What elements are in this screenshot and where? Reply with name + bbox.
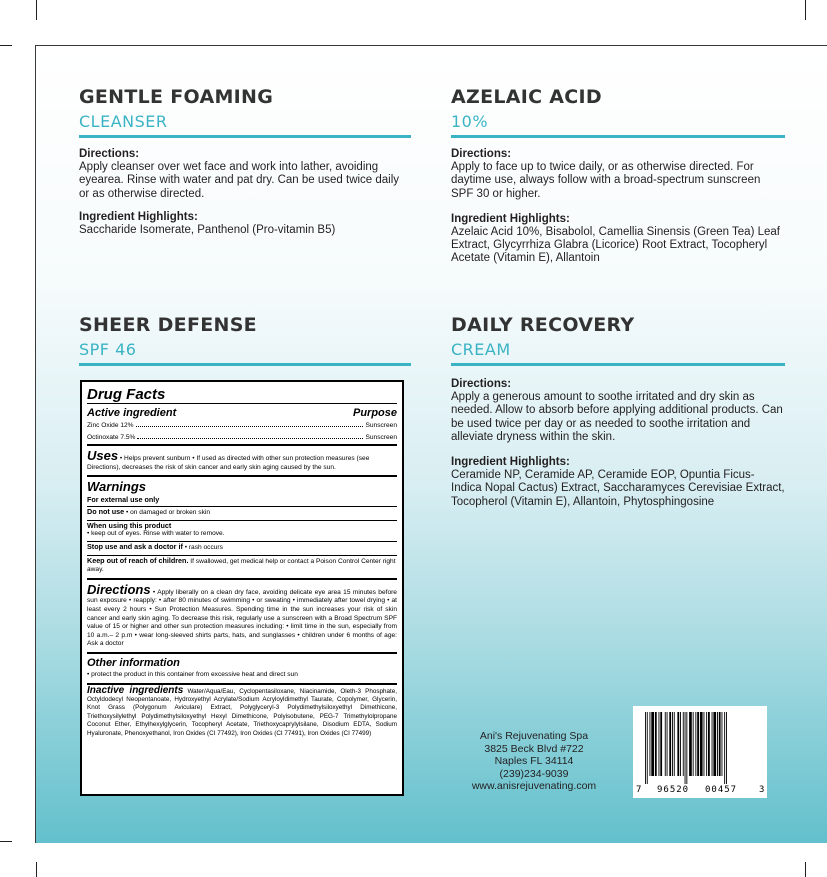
when-using-heading: When using this product: [87, 520, 172, 530]
barcode-bar: [695, 712, 696, 776]
purpose-heading: Purpose: [352, 407, 397, 419]
cleanser-ingredients-heading: Ingredient Highlights:: [79, 210, 198, 223]
barcode-bar: [686, 712, 687, 784]
active-row: [87, 433, 397, 442]
barcode-right-digits: 00457: [705, 785, 738, 795]
barcode-bar: [693, 712, 694, 776]
recovery-ingredients: Ceramide NP, Ceramide AP, Ceramide EOP, Opuntia Ficus-Indica Nopal Cactus) Extract, Saccharamyces Cerevisiae Extract, Tocopherol (Vitamin E), Allantoin, Phytosphingosine: [451, 469, 785, 508]
cleanser-subtitle: CLEANSER: [79, 112, 168, 131]
company-address: [454, 730, 614, 793]
barcode-bar: [724, 712, 725, 784]
cleanser-rule: [79, 135, 411, 138]
azelaic-subtitle: 10%: [451, 112, 489, 131]
cleanser-directions: Apply cleanser over wet face and work into lather, avoiding eyearea. Rinse with water and pat dry. Can be used twice daily or as otherwise directed.: [79, 161, 400, 200]
crop-mark-left-bottom: [0, 841, 12, 842]
barcode-bar: [680, 712, 681, 776]
cleanser-section: [79, 86, 411, 237]
barcode-bar: [651, 712, 654, 776]
active-purpose: Sunscreen: [365, 422, 397, 429]
barcode-bar: [697, 712, 699, 776]
crop-mark-top-right: [805, 0, 806, 20]
cleanser-directions-heading: Directions:: [79, 148, 140, 160]
barcode-bar: [689, 712, 692, 776]
crop-mark-left-top: [0, 45, 12, 46]
inactive-block: [87, 685, 397, 740]
active-row: [87, 421, 397, 430]
barcode-bars: [645, 712, 757, 784]
company-city: Naples FL 34114: [494, 755, 574, 767]
company-street: 3825 Beck Blvd #722: [484, 742, 584, 755]
barcode-bar: [660, 712, 662, 776]
barcode-bar: [700, 712, 703, 776]
sheer-subtitle: SPF 46: [79, 340, 137, 359]
barcode-bar: [726, 712, 727, 784]
company-website: www.anisrejuvenating.com: [471, 780, 597, 792]
stop-use-text: • rash occurs: [184, 543, 223, 551]
barcode-bar: [719, 712, 721, 776]
inactive-heading: Inactive ingredients: [87, 684, 184, 696]
keep-out-heading: Keep out of reach of children.: [87, 555, 189, 565]
sheer-section: [79, 314, 411, 366]
external-use: For external use only: [87, 494, 397, 507]
warnings-block: [87, 477, 397, 580]
drug-facts-header: [87, 382, 397, 446]
barcode-bar: [713, 712, 716, 776]
directions-heading: Directions: [87, 581, 151, 597]
crop-mark-bottom-left: [36, 862, 37, 877]
other-info-heading: Other information: [87, 656, 180, 669]
barcode-bar: [655, 712, 657, 776]
barcode-bar: [683, 712, 684, 776]
uses-text: • Helps prevent sunburn • If used as directed with other sun protection measures (see Directions), decreases the risk of skin cancer and early skin aging caused by the sun.: [87, 455, 370, 471]
barcode-bar: [647, 712, 648, 784]
other-info-text: • protect the product in this container from excessive heat and direct sun: [87, 670, 298, 678]
azelaic-directions-heading: Directions:: [451, 148, 512, 160]
barcode-bar: [704, 712, 705, 776]
barcode-bar: [659, 712, 660, 776]
barcode-bar: [712, 712, 713, 776]
active-name: Zinc Oxide 12%: [87, 422, 134, 429]
company-name: Ani's Rejuvenating Spa: [479, 730, 589, 742]
barcode-bar: [685, 712, 686, 784]
azelaic-directions: Apply to face up to twice daily, or as otherwise directed. For daytime use, always follow with a broad-spectrum sunscreen SPF 30 or higher.: [451, 161, 761, 200]
barcode-bar: [706, 712, 707, 776]
cleanser-title: GENTLE FOAMING: [79, 86, 274, 108]
uses-block: [87, 446, 397, 477]
inactive-text: Water/Aqua/Eau, Cyclopentasiloxane, Niacinamide, Oleth-3 Phosphate, Octyldodecyl Neopentanoate, Hydroxyethyl Acrylate/Sodium Acryloyldimethyl Taurate, Copolymer, Glycerin, Knot Grass (Polygonum Aviculare) Extract, Polyglyceryl-3 Polydimethylsiloxyethyl Dimethicone, Triethoxysilylethyl Polydimethylsiloxyethyl Hexyl Dimethicone, Polyisobutene, PEG-7 Trimethylolpropane Coconut Ether, Ethylhexylglycerin, Tocopheryl Acetate, Triethoxycaprylylsilane, Disodium EDTA, Sodium Hyaluronate, Phenoxyethanol, Iron Oxides (CI 77492), Iron Oxides (CI 77491), Iron Oxides (CI 77499): [87, 687, 397, 737]
azelaic-ingredients: Azelaic Acid 10%, Bisabolol, Camellia Sinensis (Green Tea) Leaf Extract, Glycyrrhiza Glabra (Licorice) Root Extract, Tocopheryl Acetate (Vitamin E), Allantoin: [451, 225, 780, 265]
cleanser-ingredients: Saccharide Isomerate, Panthenol (Pro-vitamin B5): [79, 223, 336, 236]
when-using-text: • keep out of eyes. Rinse with water to remove.: [87, 530, 225, 538]
recovery-ingredients-heading: Ingredient Highlights:: [451, 456, 570, 469]
keep-out-text: If swallowed, get medical help or contact a Poison Control Center right away.: [87, 557, 396, 574]
drug-facts-title: Drug Facts: [87, 386, 397, 404]
recovery-title: DAILY RECOVERY: [451, 314, 635, 336]
azelaic-rule: [451, 135, 785, 138]
dot-leader: [137, 433, 363, 439]
barcode-bar: [674, 712, 675, 776]
barcode-bar: [722, 712, 723, 776]
azelaic-title: AZELAIC ACID: [451, 86, 602, 108]
active-name: Octinoxate 7.5%: [87, 434, 136, 441]
azelaic-ingredients-heading: Ingredient Highlights:: [451, 212, 570, 225]
uses-heading: Uses: [87, 448, 119, 463]
recovery-directions: Apply a generous amount to soothe irritated and dry skin as needed. Allow to absorb before applying additional products. Can be used twice per day or as needed to soothe irritation and alleviate dryness within the skin.: [451, 391, 783, 443]
barcode-bar: [645, 712, 646, 784]
recovery-rule: [451, 363, 785, 366]
directions-block: [87, 580, 397, 654]
barcode-first-digit: 7: [636, 785, 642, 795]
crop-mark-bottom-right: [805, 862, 806, 877]
barcode-left-digits: 96520: [657, 785, 690, 795]
recovery-subtitle: CREAM: [451, 340, 511, 359]
do-not-use-text: • on damaged or broken skin: [125, 509, 211, 517]
barcode-bar: [669, 712, 671, 776]
barcode-bar: [672, 712, 673, 776]
dot-leader: [136, 421, 364, 427]
crop-mark-top-left: [36, 0, 37, 20]
barcode-last-digit: 3: [759, 785, 765, 795]
do-not-use-heading: Do not use: [87, 507, 125, 517]
active-purpose: Sunscreen: [365, 434, 397, 441]
barcode-bar: [665, 712, 666, 776]
active-ingredient-heading: Active ingredient: [87, 407, 177, 419]
directions-text: • Apply liberally on a clean dry face, avoiding delicate eye area 15 minutes before sun exposure • reapply: • after 80 minutes of swimming • or sweating • immediately after towel drying • at least every 2 hours • Sun Protection Measures. Spending time in the sun increases your risk of skin cancer and early skin aging. To decrease this risk, regularly use a sunscreen with a Broad Spectrum SPF value of 15 or higher and other sun protection measures including: • limit time in the sun, especially from 10 a.m.– 2 p.m • wear long-sleeved shirts parts, hats, and sunglasses • children under 6 months of age: Ask a doctor: [87, 588, 397, 648]
barcode-bar: [677, 712, 679, 776]
company-phone: (239)234-9039: [499, 767, 569, 780]
barcode-bar: [708, 712, 710, 776]
warnings-heading: Warnings: [87, 479, 146, 495]
other-info-block: [87, 654, 397, 685]
recovery-section: [451, 314, 785, 509]
stop-use-heading: Stop use and ask a doctor if: [87, 541, 183, 551]
azelaic-section: [451, 86, 785, 266]
recovery-directions-heading: Directions:: [451, 378, 512, 390]
sheer-rule: [79, 363, 411, 366]
barcode-bar: [717, 712, 718, 776]
barcode-bar: [650, 712, 651, 776]
barcode: [633, 706, 767, 798]
sheer-title: SHEER DEFENSE: [79, 314, 257, 336]
drug-facts-panel: [80, 380, 404, 796]
barcode-bar: [667, 712, 668, 776]
